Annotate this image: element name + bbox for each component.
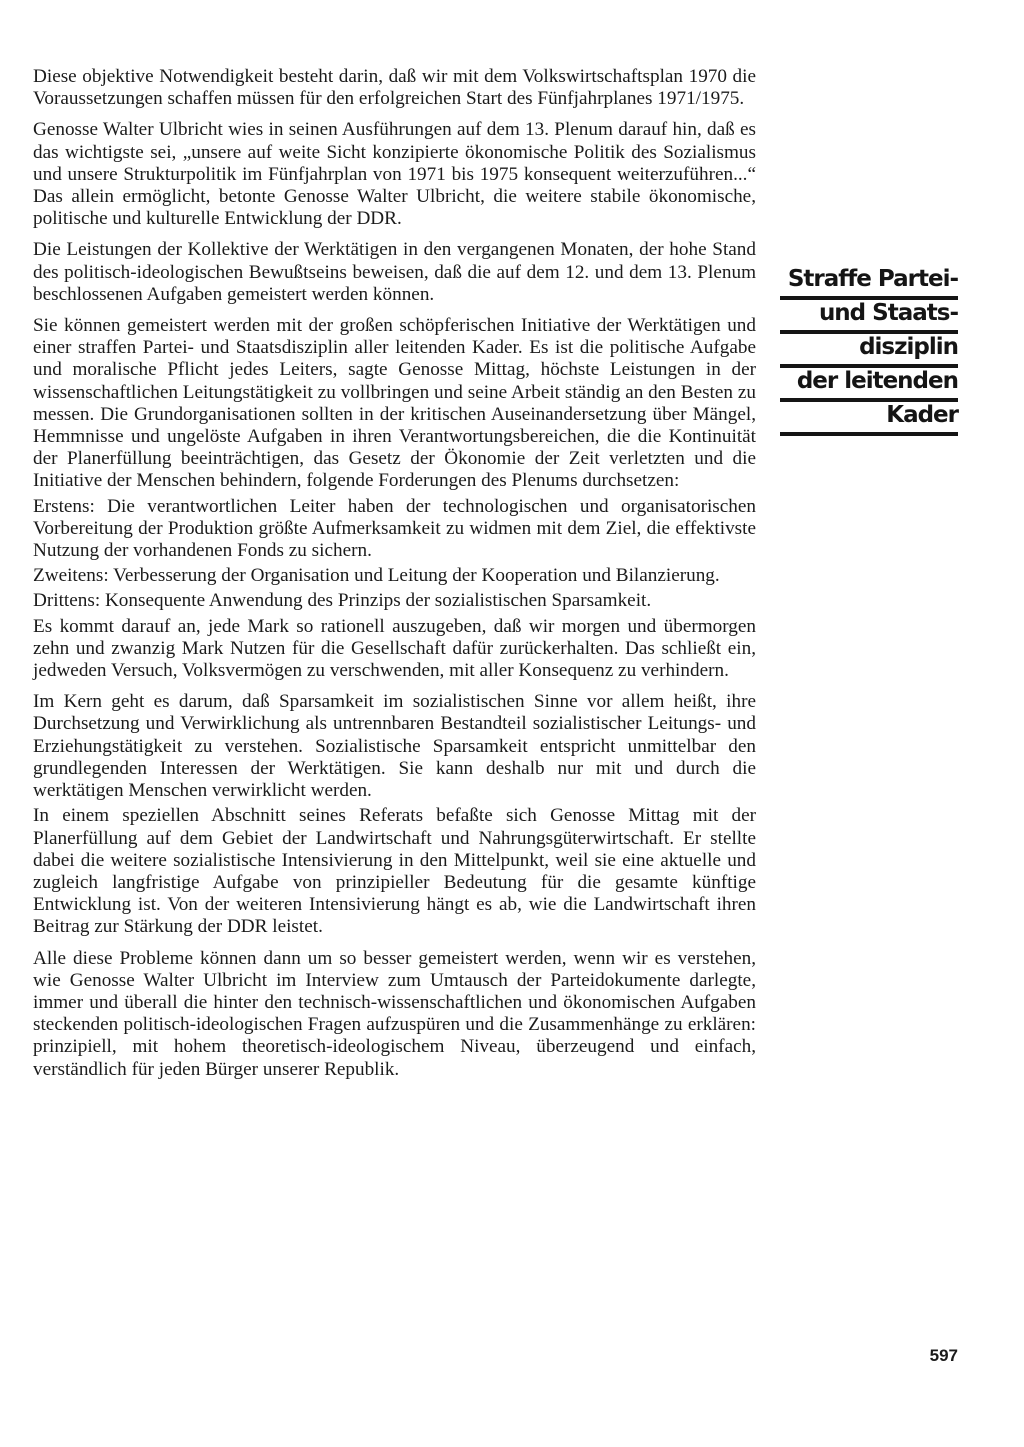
paragraph-9: Im Kern geht es darum, daß Sparsamkeit im sozialistischen Sinne vor allem heißt, ihre Durchsetzung und Verwirklichung als untrennbaren Bestandteil sozialistischer Leitungs- und Erziehungstätigkeit zu verstehen. Sozialistische Sparsamkeit entspricht unmittelbar den grundlegenden Interessen der Werktätigen. Sie kann deshalb nur mit und durch die werktätigen Menschen verwirklicht werden. — [33, 691, 756, 802]
margin-heading — [780, 266, 958, 436]
paragraph-5: Erstens: Die verantwortlichen Leiter haben der technologischen und organisatorischen Vorbereitung der Produktion größte Aufmerksamkeit zu widmen mit dem Ziel, die effektivste Nutzung der vorhandenen Fonds zu sichern. — [33, 495, 756, 562]
paragraph-1: Diese objektive Notwendigkeit besteht darin, daß wir mit dem Volkswirtschaftsplan 1970 die Voraussetzungen schaffen müssen für den erfolgreichen Start des Fünfjahrplanes 1971/1975. — [33, 66, 756, 110]
margin-heading-line: Straffe Partei- — [780, 266, 958, 300]
margin-heading-line: Kader — [780, 402, 958, 436]
paragraph-2: Genosse Walter Ulbricht wies in seinen Ausführungen auf dem 13. Plenum darauf hin, daß es das wichtigste sei, „unsere auf weite Sicht konzipierte ökonomische Politik des Sozialismus und unsere Strukturpolitik im Fünfjahrplan von 1971 bis 1975 konsequent weiterzuführen...“ Das allein ermöglicht, betonte Genosse Walter Ulbricht, die weitere stabile ökonomische, politische und kulturelle Entwicklung der DDR. — [33, 119, 756, 230]
margin-heading-line: und Staats- — [780, 300, 958, 334]
margin-heading-line: der leitenden — [780, 368, 958, 402]
paragraph-11: Alle diese Probleme können dann um so besser gemeistert werden, wenn wir es verstehen, wie Genosse Walter Ulbricht im Interview zum Umtausch der Parteidokumente darlegte, immer und überall die hinter den technisch-wissenschaftlichen und ökonomischen Aufgaben steckenden politisch-ideologischen Fragen aufzuspüren und die Zusammenhänge zu erklären: prinzipiell, mit hohem theoretisch-ideologischem Niveau, überzeugend und einfach, verständlich für jeden Bürger unserer Republik. — [33, 947, 756, 1080]
paragraph-4: Sie können gemeistert werden mit der großen schöpferischen Initiative der Werktätigen und einer straffen Partei- und Staatsdisziplin aller leitenden Kader. Es ist die politische Aufgabe und moralische Pflicht jedes Leiters, sagte Genosse Mittag, höchste Leistungen in der wissenschaftlichen Leitungstätigkeit zu vollbringen und seine Arbeit ständig an den Besten zu messen. Die Grundorganisationen sollten in der kritischen Auseinandersetzung über Mängel, Hemmnisse und ungelöste Aufgaben in ihren Verantwortungsbereichen, die die Kontinuität der Planerfüllung beeinträchtigen, das Gesetz der Ökonomie der Zeit verletzten und die Initiative der Menschen behindern, folgende Forderungen des Plenums durchsetzen: — [33, 315, 756, 492]
paragraph-6: Zweitens: Verbesserung der Organisation und Leitung der Kooperation und Bilanzierung. — [33, 565, 720, 587]
paragraph-7: Drittens: Konsequente Anwendung des Prinzips der sozialistischen Sparsamkeit. — [33, 590, 652, 612]
paragraph-8: Es kommt darauf an, jede Mark so rationell auszugeben, daß wir morgen und übermorgen zehn und zwanzig Mark Nutzen für die Gesellschaft dafür zurückerhalten. Das schließt ein, jedweden Versuch, Volksvermögen zu verschwenden, mit aller Konsequenz zu verhindern. — [33, 615, 756, 682]
paragraph-3: Die Leistungen der Kollektive der Werktätigen in den vergangenen Monaten, der hohe Stand des politisch-ideologischen Bewußtseins beweisen, daß die auf dem 12. und dem 13. Plenum beschlossenen Aufgaben gemeistert werden können. — [33, 239, 756, 305]
margin-heading-line: disziplin — [780, 334, 958, 368]
body-text — [33, 66, 756, 1090]
paragraph-10: In einem speziellen Abschnitt seines Referats befaßte sich Genosse Mittag mit der Planerfüllung auf dem Gebiet der Landwirtschaft und Nahrungsgüterwirtschaft. Er stellte dabei die weitere sozialistische Intensivierung in den Mittelpunkt, weil sie eine aktuelle und zugleich langfristige Aufgabe von prinzipieller Bedeutung für die gesamte künftige Entwicklung ist. Von der weiteren Intensivierung hängt es ab, wie die Landwirtschaft ihren Beitrag zur Stärkung der DDR leistet. — [33, 805, 756, 938]
page-number: 597 — [929, 1346, 958, 1365]
